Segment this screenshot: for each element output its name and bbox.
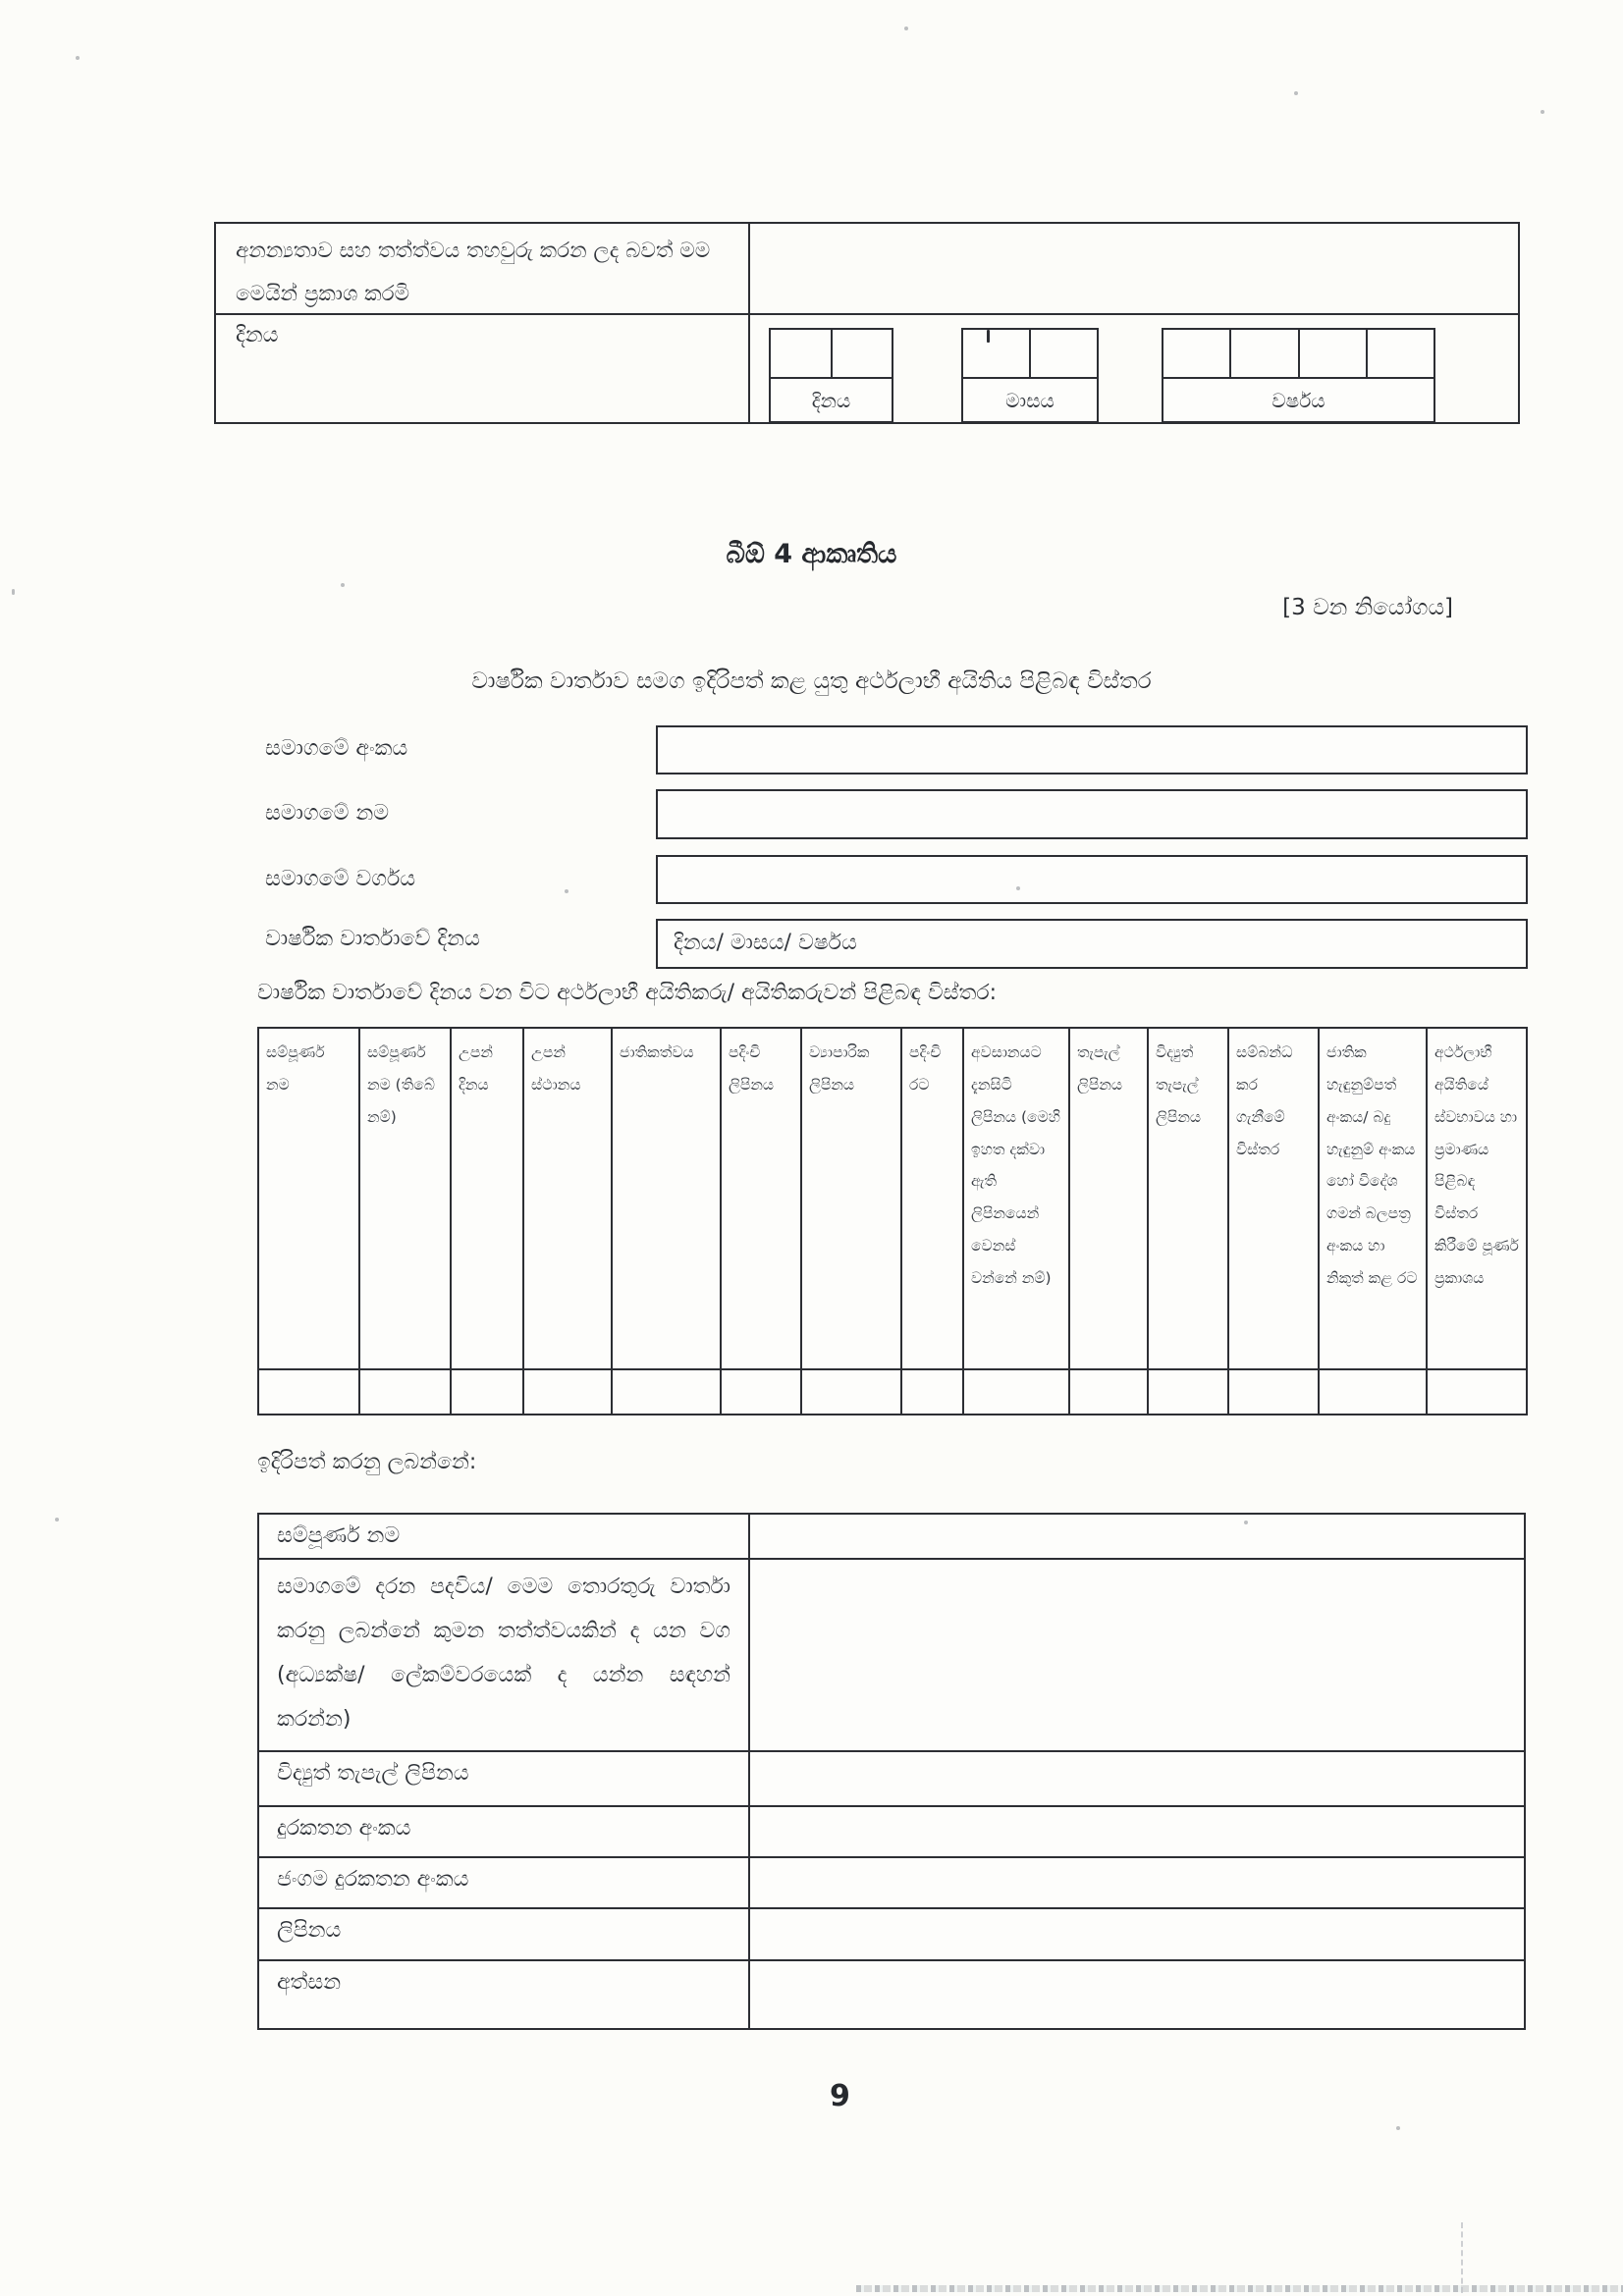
entry-cell[interactable]: [1069, 1369, 1148, 1415]
col-last-known-address: අවසානයට දැනසිටි ලිපිනය (මෙහි ඉහත දක්වා ඇති ලිපිනයෙන් වෙනස් වන්නේ නම්): [963, 1028, 1069, 1369]
row-phone-label: දුරකතන අංකය: [258, 1806, 749, 1857]
entry-cell[interactable]: [1148, 1369, 1228, 1415]
company-number-input[interactable]: [656, 725, 1528, 774]
entry-cell[interactable]: [359, 1369, 451, 1415]
table-row: [258, 1908, 1525, 1960]
annual-return-date-input[interactable]: [656, 919, 1528, 969]
annual-return-date-value: දිනය/ මාසය/ වර්ෂය: [674, 931, 857, 955]
scan-speck: [1541, 110, 1544, 114]
month-box-group: [961, 328, 1099, 423]
col-full-name: සම්පූර්ණ නම: [258, 1028, 359, 1369]
pen-tick-mark: [987, 330, 990, 343]
scan-speck: [1244, 1521, 1248, 1524]
entry-cell[interactable]: [612, 1369, 721, 1415]
company-name-input[interactable]: [656, 789, 1528, 839]
declaration-statement: අනන්‍යතාව සහ තත්ත්වය තහවුරු කරන ලද බවත් මම මෙයින් ප්‍රකාශ කරමි: [216, 224, 750, 315]
entry-cell[interactable]: [451, 1369, 523, 1415]
beneficial-table-intro: වාර්ෂික වාර්තාවේ දිනය වන විට අර්ථලාභී අයිතිකරු/ අයිතිකරුවන් පිළිබඳ විස්තර:: [257, 981, 998, 1005]
entry-cell[interactable]: [1228, 1369, 1319, 1415]
col-birth-date: උපන් දිනය: [451, 1028, 523, 1369]
day-digit-cell-2[interactable]: [833, 330, 893, 377]
row-full-name-input[interactable]: [749, 1514, 1525, 1559]
col-contact-details: සම්බන්ධ කර ගැනීමේ විස්තර: [1228, 1028, 1319, 1369]
col-birth-place: උපන් ස්ථානය: [523, 1028, 612, 1369]
row-mobile-label: ජංගම දුරකතන අංකය: [258, 1857, 749, 1908]
scan-speck: [76, 56, 80, 60]
company-type-value: [658, 857, 1526, 877]
year-box-group: [1162, 328, 1435, 423]
row-signature-label: අත්සන: [258, 1960, 749, 2029]
col-residential-address: පදිංචි ලිපිනය: [721, 1028, 801, 1369]
regulation-reference: [3 වන නියෝගය]: [1282, 595, 1453, 620]
table-row: [258, 1514, 1525, 1559]
year-digit-cell-2[interactable]: [1231, 330, 1299, 377]
scan-speck: [341, 583, 345, 587]
col-nationality: ජාතිකත්වය: [612, 1028, 721, 1369]
form-subtitle: වාර්ෂික වාර්තාව සමග ඉදිරිපත් කළ යුතු අර්ථලාභී අයිතිය පිළිබඳ විස්තර: [471, 668, 1152, 694]
year-digit-cell-3[interactable]: [1300, 330, 1368, 377]
col-business-address: ව්‍යාපාරික ලිපිනය: [801, 1028, 901, 1369]
scan-speck: [1396, 2126, 1400, 2130]
scan-speck: [55, 1518, 59, 1522]
entry-cell[interactable]: [721, 1369, 801, 1415]
date-entry-area: [750, 315, 1518, 422]
row-address-input[interactable]: [749, 1908, 1525, 1960]
entry-cell[interactable]: [523, 1369, 612, 1415]
scan-speck: [12, 589, 15, 595]
table-row: [258, 1751, 1525, 1806]
row-address-label: ලිපිනය: [258, 1908, 749, 1960]
col-ownership-statement: අර්ථලාභී අයිතියේ ස්වභාවය හා ප්‍රමාණය පිළිබඳ විස්තර කිරීමේ පූර්ණ ප්‍රකාශය: [1427, 1028, 1527, 1369]
year-digit-cell-1[interactable]: [1163, 330, 1231, 377]
month-label: මාසය: [963, 377, 1097, 421]
company-type-input[interactable]: [656, 855, 1528, 904]
entry-cell[interactable]: [901, 1369, 963, 1415]
day-label: දිනය: [771, 377, 892, 421]
table-row: [258, 1559, 1525, 1751]
submitter-heading: ඉදිරිපත් කරනු ලබන්නේ:: [257, 1450, 477, 1474]
day-digit-cell-1[interactable]: [771, 330, 833, 377]
col-nic-passport: ජාතික හැඳුනුම්පත් අංකය/ බදු හැඳුනුම් අංකය හෝ විදේශ ගමන් බලපත්‍ර අංකය හා නිකුත් කළ රට: [1319, 1028, 1427, 1369]
col-residence-country: පදිංචි රට: [901, 1028, 963, 1369]
page-number: 9: [830, 2079, 850, 2113]
col-former-name: සම්පූර්ණ නම (තිබේ නම්): [359, 1028, 451, 1369]
month-digit-cell-1[interactable]: [963, 330, 1031, 377]
scan-fold-mark: [1461, 2222, 1463, 2293]
row-full-name-label: සම්පූර්ණ නම: [258, 1514, 749, 1559]
col-postal-address: තැපැල් ලිපිනය: [1069, 1028, 1148, 1369]
entry-cell[interactable]: [801, 1369, 901, 1415]
scan-speck: [1016, 886, 1020, 890]
submitter-table: [257, 1513, 1526, 2030]
declaration-box: [214, 222, 1520, 424]
company-name-label: සමාගමේ නම: [265, 801, 390, 826]
row-signature-input[interactable]: [749, 1960, 1525, 2029]
form-title: බීඕ 4 ආකෘතිය: [726, 539, 897, 569]
year-label: වර්ෂය: [1163, 377, 1434, 421]
scan-edge-artifact: [856, 2285, 1623, 2292]
table-row: [258, 1806, 1525, 1857]
day-box-group: [769, 328, 893, 423]
company-name-value: [658, 791, 1526, 811]
year-digit-cell-4[interactable]: [1368, 330, 1434, 377]
company-number-value: [658, 727, 1526, 747]
row-phone-input[interactable]: [749, 1806, 1525, 1857]
row-email-label: විද්‍යුත් තැපැල් ලිපිනය: [258, 1751, 749, 1806]
beneficial-table-entry-row: [258, 1369, 1527, 1415]
annual-return-date-label: වාර්ෂික වාර්තාවේ දිනය: [265, 927, 480, 951]
row-capacity-label: සමාගමේ දරන පදවිය/ මෙම තොරතුරු වාර්තා කරනු ලබන්නේ කුමන තත්ත්වයකින් ද යන වග (අධ්‍යක්ෂ/ ලේකම්වරයෙක් ද යන්න සඳහන් කරන්න): [258, 1559, 749, 1751]
month-digit-cell-2[interactable]: [1031, 330, 1097, 377]
scan-speck: [904, 27, 908, 30]
row-capacity-input[interactable]: [749, 1559, 1525, 1751]
scan-speck: [565, 889, 568, 893]
table-row: [258, 1960, 1525, 2029]
beneficial-table-header-row: [258, 1028, 1527, 1369]
col-email-address: විද්‍යුත් තැපැල් ලිපිනය: [1148, 1028, 1228, 1369]
row-email-input[interactable]: [749, 1751, 1525, 1806]
beneficial-owners-table: [257, 1027, 1528, 1415]
table-row: [258, 1857, 1525, 1908]
company-type-label: සමාගමේ වර්ගය: [265, 867, 416, 891]
row-mobile-input[interactable]: [749, 1857, 1525, 1908]
entry-cell[interactable]: [258, 1369, 359, 1415]
entry-cell[interactable]: [1319, 1369, 1427, 1415]
declaration-signature-area[interactable]: [750, 224, 1518, 315]
scan-speck: [1294, 91, 1298, 95]
company-number-label: සමාගමේ අංකය: [265, 736, 408, 761]
date-row-label: දිනය: [216, 315, 750, 422]
entry-cell[interactable]: [1427, 1369, 1527, 1415]
entry-cell[interactable]: [963, 1369, 1069, 1415]
